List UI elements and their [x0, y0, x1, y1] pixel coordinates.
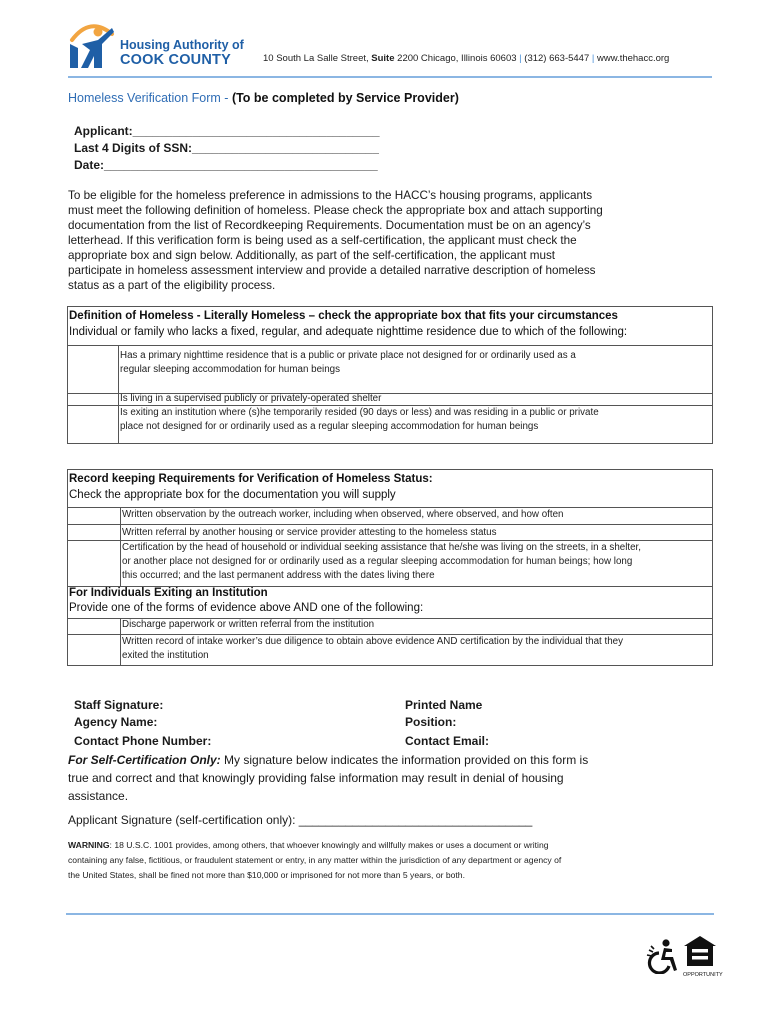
header-address	[263, 53, 669, 64]
divider	[67, 524, 713, 525]
intro-line: To be eligible for the homeless preference in admissions to the HACC’s housing programs, applicants	[68, 189, 593, 202]
intro-line: letterhead. If this verification form is being used as a self-certification, the applicant must check the	[68, 234, 577, 247]
applicant-signature-field[interactable]: Applicant Signature (self-certification only): ___________________________________	[68, 813, 533, 827]
self-cert-line	[68, 751, 668, 769]
option-line: or another place not designed for or ordinarily used as a regular sleeping accommodation for human beings; how long	[122, 556, 633, 567]
recordkeeping-option-3	[122, 541, 641, 583]
address-separator: |	[519, 53, 522, 64]
equal-housing-opportunity-icon	[683, 935, 723, 978]
definition-option-3	[120, 406, 599, 434]
warning-line	[68, 838, 668, 853]
logo-text-line2: COOK COUNTY	[120, 52, 231, 68]
form-name: Homeless Verification Form -	[68, 91, 232, 105]
recordkeeping-option-2	[122, 526, 496, 540]
intro-line: appropriate box and sign below. Additionally, as part of the self-certification, the applicant must	[68, 249, 556, 262]
definition-checkbox-1[interactable]	[67, 346, 118, 393]
option-line: Written observation by the outreach worker, including when observed, where observed, and how often	[122, 509, 564, 520]
self-cert-line1: My signature below indicates the information provided on this form is	[220, 753, 589, 767]
definition-subheading: Individual or family who lacks a fixed, regular, and adequate nighttime residence due to which of the following:	[69, 326, 628, 338]
definition-checkbox-3[interactable]	[67, 406, 118, 444]
address-street: 10 South La Salle Street,	[263, 53, 372, 64]
recordkeeping-checkbox-1[interactable]	[67, 508, 120, 524]
self-cert-label: For Self-Certification Only:	[68, 753, 221, 767]
self-cert-line3: assistance.	[68, 789, 129, 803]
agency-name-field[interactable]: Agency Name:	[74, 715, 158, 729]
option-line: Written record of intake worker’s due diligence to obtain above evidence AND certification by the individual that they	[122, 636, 624, 647]
logo-text-line1: Housing Authority of	[120, 38, 244, 52]
definition-option-1	[120, 349, 576, 377]
definition-option-2	[120, 392, 381, 406]
address-separator: |	[591, 53, 595, 64]
institution-checkbox-1[interactable]	[67, 619, 120, 634]
recordkeeping-heading: Record keeping Requirements for Verification of Homeless Status:	[69, 473, 433, 485]
definition-checkbox-2[interactable]	[67, 394, 118, 405]
institution-checkbox-2[interactable]	[67, 635, 120, 666]
recordkeeping-checkbox-2[interactable]	[67, 525, 120, 540]
option-line: Written referral by another housing or service provider attesting to the homeless status	[122, 527, 497, 538]
institution-option-2	[122, 635, 623, 663]
warning-label: WARNING	[68, 840, 110, 850]
hacc-logo	[68, 18, 243, 72]
institution-heading: For Individuals Exiting an Institution	[69, 587, 268, 599]
option-line: Certification by the head of household or individual seeking assistance that he/she was living on the streets, in a shelter,	[122, 542, 642, 553]
staff-signature-field[interactable]: Staff Signature:	[74, 698, 164, 712]
equal-housing-caption: OPPORTUNITY	[683, 972, 723, 978]
intro-line: participate in homeless assessment interview and provide a detailed narrative description of homeless	[68, 264, 596, 277]
warning-line3: the United States, shall be fined not more than $10,000 or imprisoned for not more than 5 years, or both.	[68, 870, 465, 880]
warning-line2: containing any false, fictitious, or fraudulent statement or entry, in any matter within the jurisdiction of any department or agency of	[68, 855, 562, 865]
divider	[67, 345, 713, 346]
contact-phone-field[interactable]: Contact Phone Number:	[74, 734, 212, 748]
address-phone: (312) 663-5447	[524, 53, 590, 64]
address-website[interactable]: www.thehacc.org	[597, 53, 670, 64]
option-line: exited the institution	[122, 650, 209, 661]
position-field[interactable]: Position:	[405, 715, 457, 729]
intro-paragraph	[68, 188, 658, 293]
header-rule	[68, 76, 712, 78]
institution-option-1	[122, 618, 374, 632]
recordkeeping-checkbox-3[interactable]	[67, 541, 120, 586]
ssn-field[interactable]: Last 4 Digits of SSN:____________________________	[74, 141, 379, 155]
option-line: place not designed for or ordinarily used as a regular sleeping accommodation for human beings	[120, 421, 539, 432]
intro-line: status as a part of the eligibility process.	[68, 279, 276, 292]
intro-line: documentation from the list of Recordkeeping Requirements. Documentation must be on an agency’s	[68, 219, 591, 232]
option-line: Is living in a supervised publicly or privately-operated shelter	[120, 393, 382, 404]
checkbox-column-divider	[118, 345, 119, 444]
contact-email-field[interactable]: Contact Email:	[405, 734, 490, 748]
applicant-field[interactable]: Applicant:_____________________________________	[74, 124, 380, 138]
checkbox-column-divider	[120, 507, 121, 586]
option-line: this occurred; and the last permanent address with the dates living there	[122, 570, 435, 581]
warning-text	[68, 838, 668, 883]
self-certification-text	[68, 751, 668, 805]
option-line: regular sleeping accommodation for human beings	[120, 364, 341, 375]
date-field[interactable]: Date:_________________________________________	[74, 158, 378, 172]
recordkeeping-option-1	[122, 508, 563, 522]
form-instruction: (To be completed by Service Provider)	[231, 91, 459, 105]
intro-line: must meet the following definition of homeless. Please check the appropriate box and attach supporting	[68, 204, 603, 217]
definition-heading: Definition of Homeless - Literally Homeless – check the appropriate box that fits your circumstances	[69, 310, 618, 322]
accessibility-icon	[645, 938, 679, 974]
warning-line1: : 18 U.S.C. 1001 provides, among others, that whoever knowingly and willfully makes or uses a document or writing	[109, 840, 549, 850]
checkbox-column-divider	[120, 618, 121, 666]
address-city: 2200 Chicago, Illinois 60603	[394, 53, 520, 64]
footer-rule	[66, 913, 714, 915]
printed-name-field[interactable]: Printed Name	[405, 698, 483, 712]
house-person-icon	[68, 18, 120, 72]
institution-subheading: Provide one of the forms of evidence above AND one of the following:	[69, 602, 424, 614]
option-line: Has a primary nighttime residence that is a public or private place not designed for or ordinarily used as a	[120, 350, 576, 361]
address-suite-label: Suite	[371, 53, 395, 64]
recordkeeping-subheading: Check the appropriate box for the documentation you will supply	[69, 489, 396, 501]
option-line: Is exiting an institution where (s)he temporarily resided (90 days or less) and was residing in a public or private	[120, 407, 599, 418]
form-title	[68, 91, 459, 105]
option-line: Discharge paperwork or written referral from the institution	[122, 619, 375, 630]
self-cert-line2: true and correct and that knowingly providing false information may result in denial of housing	[68, 771, 564, 785]
